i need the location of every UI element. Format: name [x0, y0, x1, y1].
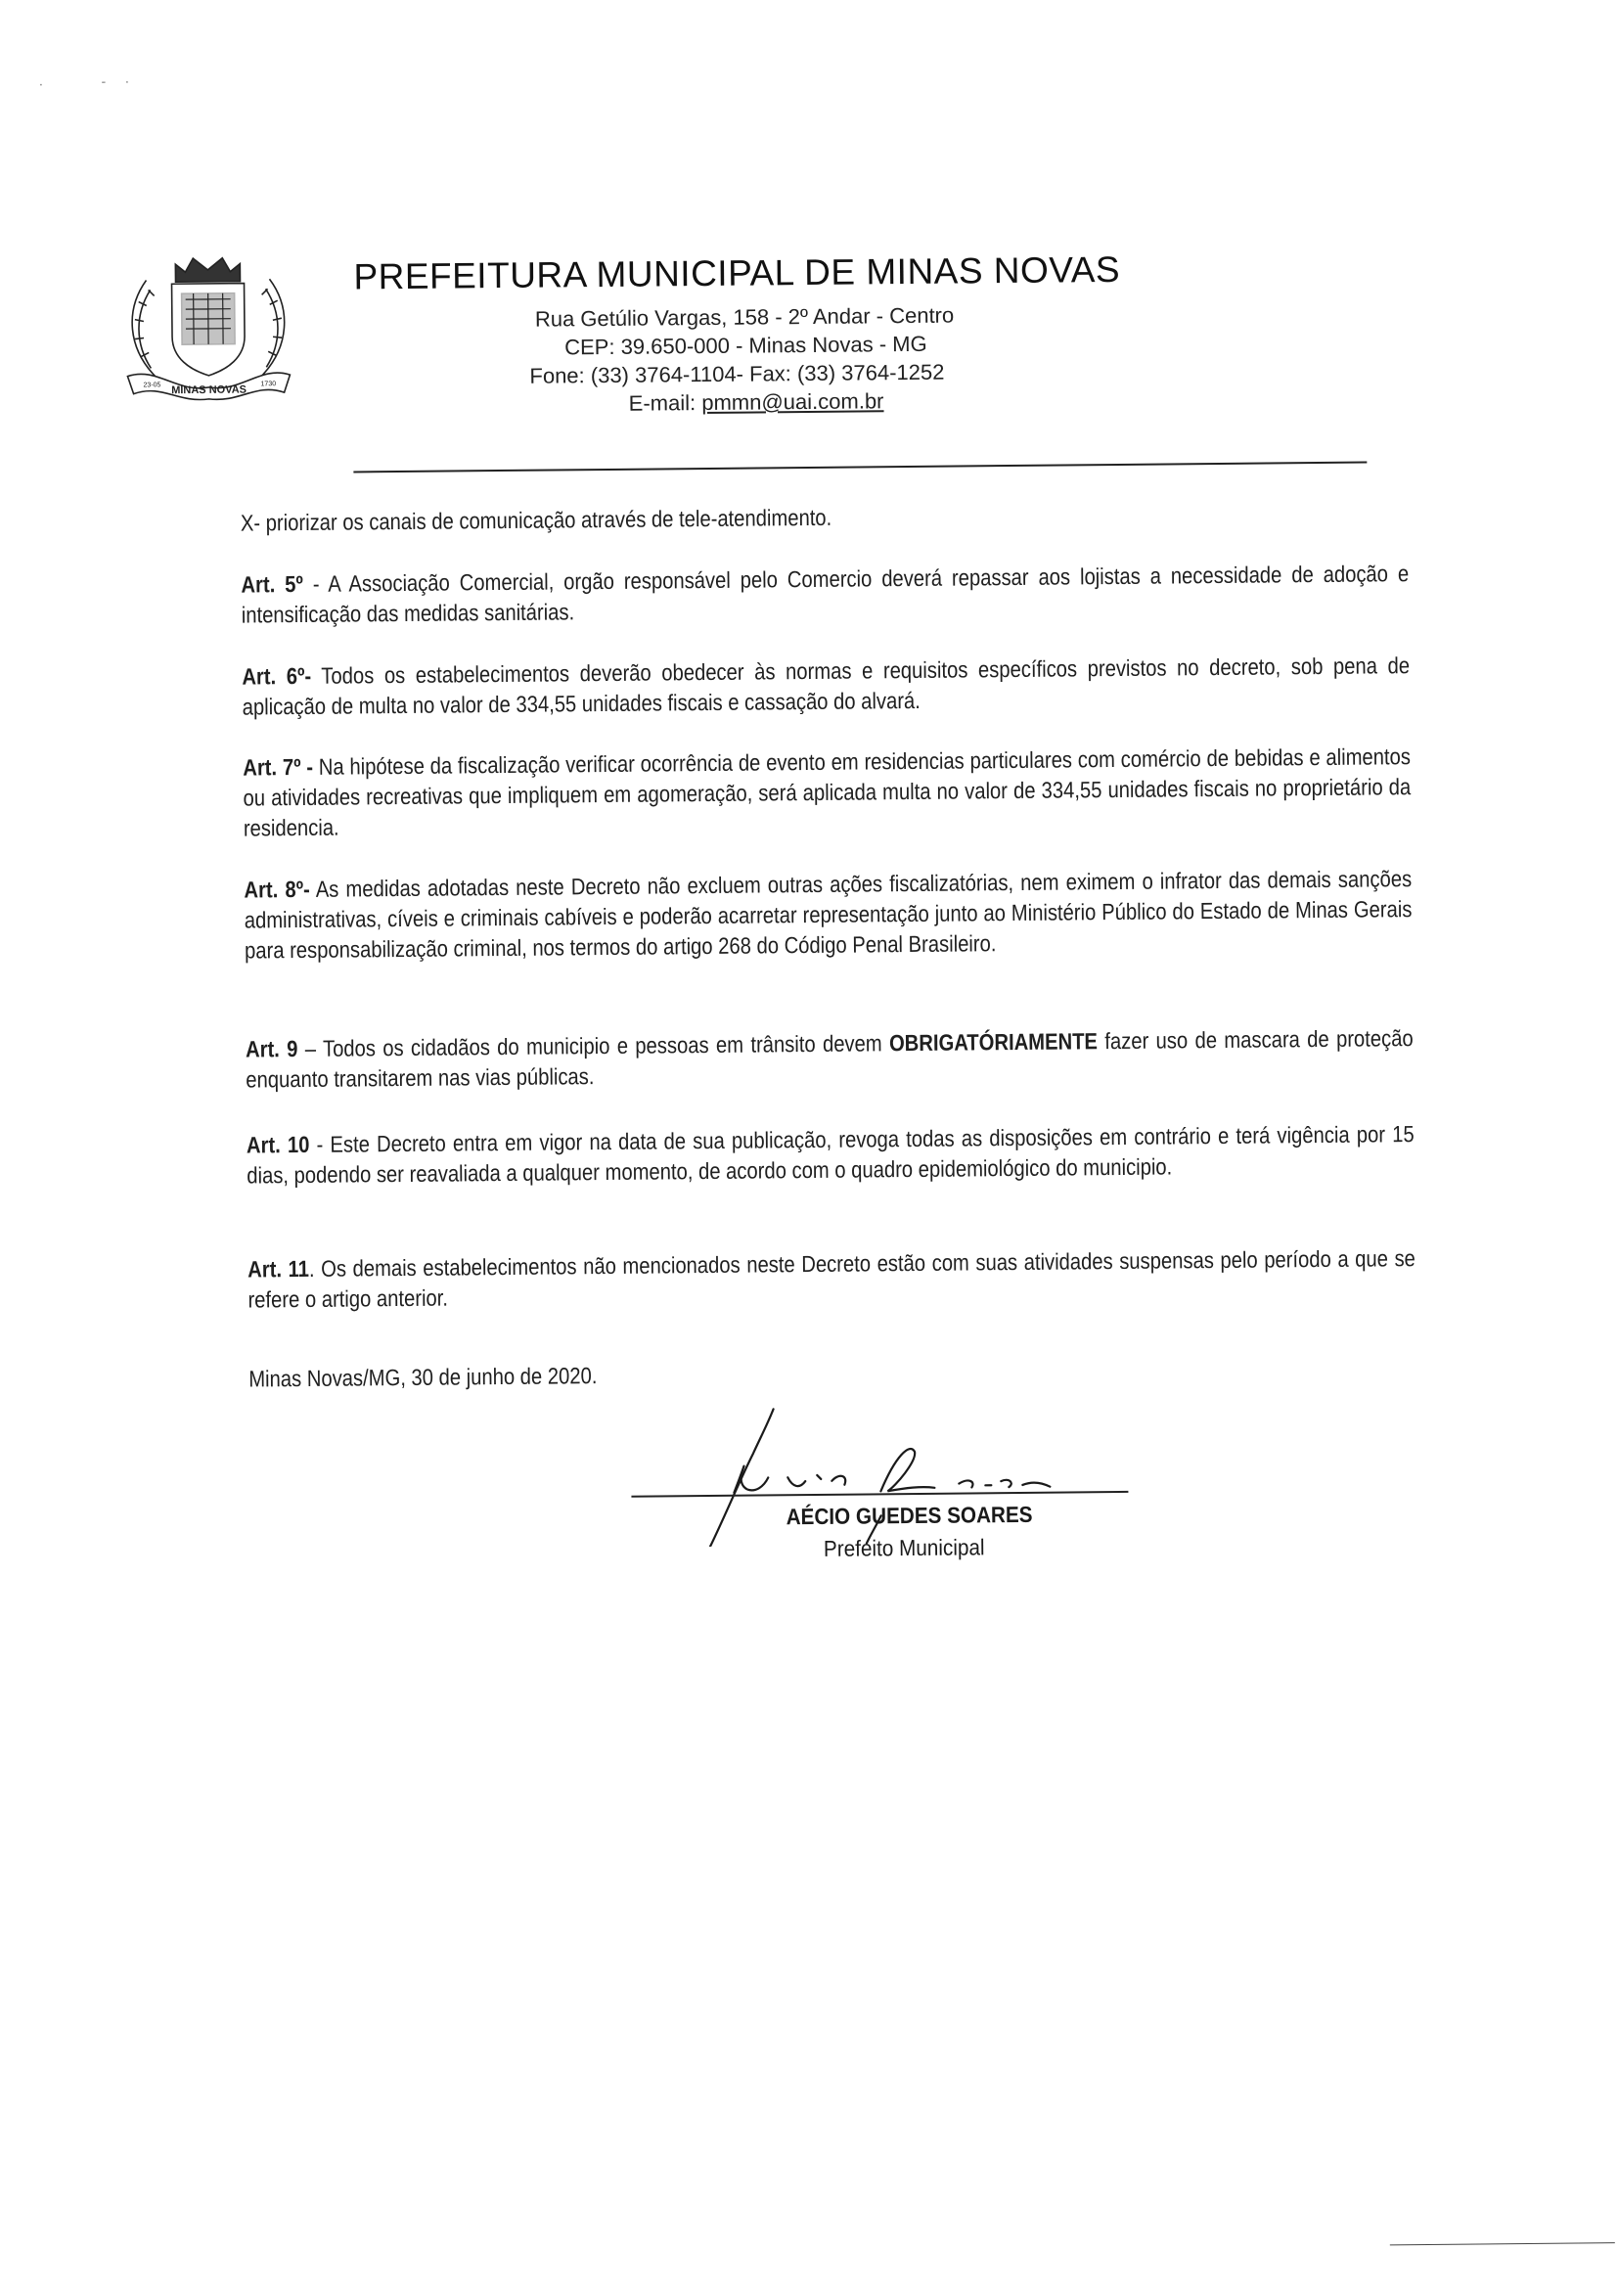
- org-title: PREFEITURA MUNICIPAL DE MINAS NOVAS: [353, 248, 1121, 297]
- municipal-crest-logo: [116, 249, 299, 404]
- art5-paragraph: [241, 559, 1409, 630]
- art5-text: - A Associação Comercial, orgão responsável pelo Comercio deverá repassar aos lojistas a necessidade de adoção e intensificação das medidas sanitárias.: [241, 561, 1410, 628]
- address-line: Rua Getúlio Vargas, 158 - 2º Andar - Centro: [534, 302, 955, 332]
- item-x-text: X- priorizar os canais de comunicação através de tele-atendimento.: [240, 504, 832, 536]
- art6-paragraph: [242, 651, 1410, 722]
- art9-emphasis: OBRIGATÓRIAMENTE: [888, 1028, 1099, 1057]
- art8-text: As medidas adotadas neste Decreto não excluem outras ações fiscalizatórias, nem eximem o infrator das demais sanções administrativas, cíveis e criminais cabíveis e poderão acarretar representação junto ao Ministério Público do Estado de Minas Gerais para responsabilização criminal, nos termos do artigo 268 do Código Penal Brasileiro.: [244, 866, 1413, 964]
- crest-right-date: 1730: [260, 381, 277, 388]
- art7-paragraph: [243, 742, 1412, 843]
- signatory-name: AÉCIO GUEDES SOARES: [786, 1501, 1033, 1530]
- art9-paragraph: [246, 1023, 1414, 1095]
- scan-speck: ·: [124, 72, 130, 89]
- art7-text: Na hipótese da fiscalização verificar ocorrência de evento em residencias particulares com comércio de bebidas e alimentos ou atividades recreativas que impliquem em agomeração, será aplicada multa no valor de 334,55 unidades fiscais no proprietário da residencia.: [243, 743, 1412, 841]
- scan-speck: ·: [38, 75, 44, 92]
- art8-label: Art. 8º-: [244, 876, 310, 903]
- date-text: Minas Novas/MG, 30 de junho de 2020.: [248, 1363, 598, 1392]
- art11-text: . Os demais estabelecimentos não mencionados neste Decreto estão com suas atividades suspensas pelo período a que se refere o artigo anterior.: [247, 1245, 1416, 1313]
- email-line: [629, 388, 884, 417]
- art6-text: Todos os estabelecimentos deverão obedecer às normas e requisitos específicos previstos no decreto, sob pena de aplicação de multa no valor de 334,55 unidades fiscais e cassação do alvará.: [242, 653, 1411, 720]
- art11-label: Art. 11: [247, 1255, 310, 1283]
- art10-text: - Este Decreto entra em vigor na data de sua publicação, revoga todas as disposições em contrário e terá vigência por 15 dias, podendo ser reavaliada a qualquer momento, de acordo com o quadro epidemiológico do municipio.: [247, 1121, 1415, 1189]
- art11-paragraph: [247, 1243, 1416, 1315]
- art7-label: Art. 7º -: [243, 753, 314, 781]
- date-line: [248, 1359, 837, 1395]
- crest-left-date: 23-05: [143, 382, 161, 389]
- art6-label: Art. 6º-: [242, 662, 312, 690]
- header-divider: [353, 462, 1367, 473]
- art10-label: Art. 10: [246, 1131, 310, 1158]
- art8-paragraph: [244, 864, 1413, 966]
- cep-line: CEP: 39.650-000 - Minas Novas - MG: [564, 331, 927, 360]
- email-link[interactable]: pmmn@uai.com.br: [701, 388, 884, 416]
- art5-label: Art. 5º: [241, 570, 303, 598]
- art10-paragraph: [247, 1119, 1415, 1191]
- art9-label: Art. 9: [245, 1036, 298, 1062]
- scan-edge-mark: [1390, 2242, 1615, 2245]
- item-x-paragraph: [241, 497, 1409, 538]
- scan-speck: -: [101, 72, 107, 89]
- signatory-role: Prefeito Municipal: [823, 1534, 985, 1561]
- email-prefix: E-mail:: [628, 390, 702, 416]
- art9-text-before: – Todos os cidadãos do municipio e pessoas em trânsito devem: [297, 1030, 890, 1062]
- art9-text-after: fazer uso de mascara de proteção enquanto transitarem nas vias públicas.: [246, 1025, 1414, 1093]
- crest-label: MINAS NOVAS: [171, 383, 247, 397]
- phone-fax-line: Fone: (33) 3764-1104- Fax: (33) 3764-1252: [529, 359, 945, 388]
